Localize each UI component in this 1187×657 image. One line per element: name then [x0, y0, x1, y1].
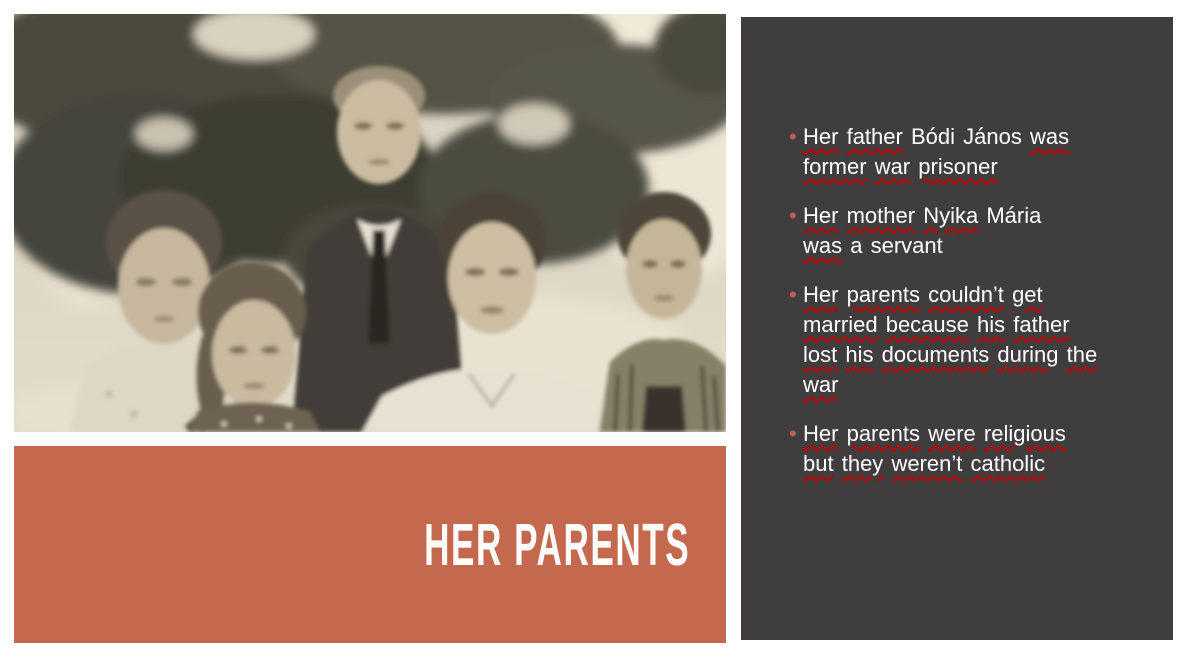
bullet-line [803, 419, 1135, 449]
bullet-word: father [1013, 312, 1070, 337]
bullet-word: János [963, 124, 1022, 149]
bullet-word: was [1029, 124, 1070, 149]
bullet-word: Bódi [910, 124, 956, 149]
bullet-word: prisoner [918, 154, 998, 179]
bullet-word: father [846, 124, 903, 149]
bullet-word: Her [803, 282, 839, 307]
bullet-word: was [803, 233, 843, 258]
bullet-item [789, 280, 1135, 400]
bullet-word: Her [803, 421, 839, 446]
bullet-word: married [803, 312, 878, 337]
bullet-item [789, 419, 1135, 479]
family-photo-graphic [14, 14, 726, 432]
bullet-item [789, 201, 1135, 261]
bullet-word: servant [870, 233, 943, 258]
bullet-dot-icon: • [789, 282, 797, 307]
bullet-word: his [845, 342, 874, 367]
bullet-line [803, 201, 1135, 231]
title-banner [14, 446, 726, 643]
bullet-line [803, 231, 1135, 261]
slide-title: HER PARENTS [423, 510, 690, 578]
bullet-word: mother [846, 203, 916, 228]
bullet-word: weren’t [891, 451, 963, 476]
family-photo [14, 14, 726, 432]
bullet-word: war [803, 372, 839, 397]
bullet-word: his [977, 312, 1006, 337]
bullet-word: couldn’t [928, 282, 1004, 307]
bullet-word: lost [803, 342, 838, 367]
bullet-word: Her [803, 124, 839, 149]
bullet-word: but [803, 451, 834, 476]
bullet-dot-icon: • [789, 421, 797, 446]
bullet-word: a [850, 233, 863, 258]
bullet-word: religious [983, 421, 1066, 446]
bullet-line [803, 122, 1135, 152]
bullet-line [803, 152, 1135, 182]
bullet-word: the [1066, 342, 1098, 367]
bullet-item [789, 122, 1135, 182]
bullet-word: Nyika [923, 203, 979, 228]
bullet-word: catholic [970, 451, 1046, 476]
bullet-line [803, 370, 1135, 400]
bullet-word: Her [803, 203, 839, 228]
bullet-line [803, 280, 1135, 310]
bullet-dot-icon: • [789, 203, 797, 228]
bullet-line [803, 340, 1135, 370]
bullet-word: during [997, 342, 1059, 367]
bullet-word: get [1012, 282, 1043, 307]
bullet-word: war [874, 154, 911, 179]
bullet-line [803, 310, 1135, 340]
content-panel [741, 17, 1173, 640]
bullet-word: parents [846, 421, 920, 446]
bullet-word: were [928, 421, 976, 446]
bullet-word: they [841, 451, 884, 476]
bullet-word: parents [846, 282, 920, 307]
bullet-dot-icon: • [789, 124, 797, 149]
bullet-word: because [885, 312, 969, 337]
bullet-word: former [803, 154, 867, 179]
bullet-word: documents [881, 342, 990, 367]
bullet-line [803, 449, 1135, 479]
bullet-list [789, 122, 1135, 479]
bullet-word: Mária [986, 203, 1042, 228]
